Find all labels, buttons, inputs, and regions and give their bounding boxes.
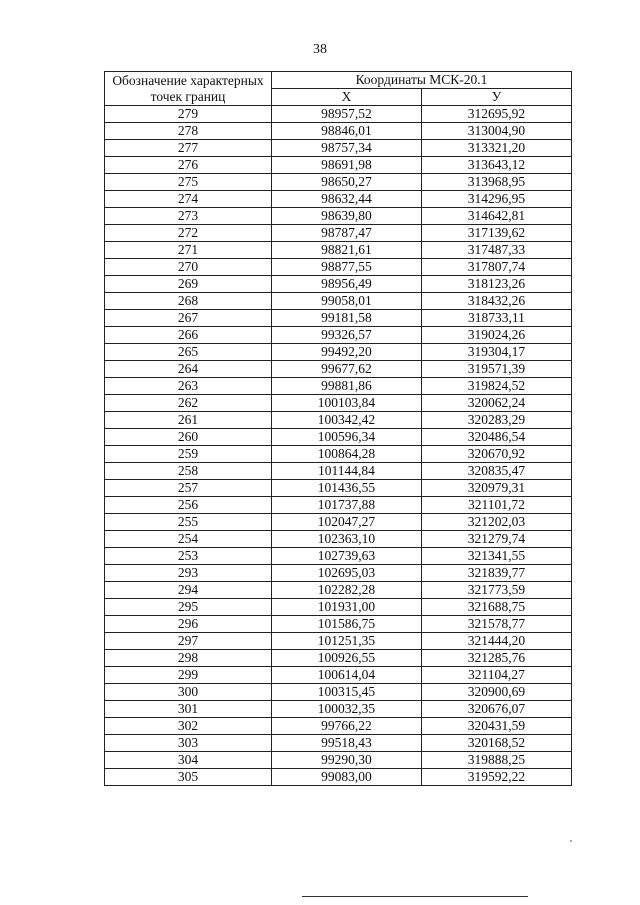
cell-point: 295 bbox=[105, 599, 272, 616]
cell-x: 99181,58 bbox=[272, 310, 422, 327]
cell-y: 319888,25 bbox=[421, 752, 571, 769]
cell-point: 268 bbox=[105, 293, 272, 310]
cell-y: 320900,69 bbox=[421, 684, 571, 701]
cell-point: 301 bbox=[105, 701, 272, 718]
table-row bbox=[105, 684, 572, 701]
table-row bbox=[105, 361, 572, 378]
cell-y: 313321,20 bbox=[421, 140, 571, 157]
cell-x: 102695,03 bbox=[272, 565, 422, 582]
cell-point: 271 bbox=[105, 242, 272, 259]
cell-x: 99290,30 bbox=[272, 752, 422, 769]
cell-point: 278 bbox=[105, 123, 272, 140]
cell-point: 276 bbox=[105, 157, 272, 174]
table-row bbox=[105, 123, 572, 140]
page-number: 38 bbox=[313, 42, 327, 57]
cell-y: 320979,31 bbox=[421, 480, 571, 497]
table-row bbox=[105, 548, 572, 565]
table-row bbox=[105, 225, 572, 242]
coordinates-table bbox=[104, 71, 572, 786]
cell-x: 99083,00 bbox=[272, 769, 422, 786]
cell-y: 317139,62 bbox=[421, 225, 571, 242]
cell-y: 321285,76 bbox=[421, 650, 571, 667]
cell-x: 98877,55 bbox=[272, 259, 422, 276]
cell-x: 99492,20 bbox=[272, 344, 422, 361]
cell-y: 321202,03 bbox=[421, 514, 571, 531]
cell-y: 319304,17 bbox=[421, 344, 571, 361]
cell-point: 305 bbox=[105, 769, 272, 786]
cell-y: 318432,26 bbox=[421, 293, 571, 310]
cell-y: 318123,26 bbox=[421, 276, 571, 293]
cell-x: 99058,01 bbox=[272, 293, 422, 310]
cell-point: 293 bbox=[105, 565, 272, 582]
table-row bbox=[105, 582, 572, 599]
cell-x: 102739,63 bbox=[272, 548, 422, 565]
cell-y: 320283,29 bbox=[421, 412, 571, 429]
cell-x: 100103,84 bbox=[272, 395, 422, 412]
table-row bbox=[105, 565, 572, 582]
cell-y: 317807,74 bbox=[421, 259, 571, 276]
cell-y: 319024,26 bbox=[421, 327, 571, 344]
table-row bbox=[105, 599, 572, 616]
cell-y: 320168,52 bbox=[421, 735, 571, 752]
cell-y: 320431,59 bbox=[421, 718, 571, 735]
table-row bbox=[105, 395, 572, 412]
cell-x: 102363,10 bbox=[272, 531, 422, 548]
cell-x: 100596,34 bbox=[272, 429, 422, 446]
cell-x: 101737,88 bbox=[272, 497, 422, 514]
table-row bbox=[105, 191, 572, 208]
cell-x: 101251,35 bbox=[272, 633, 422, 650]
header-point-designation: Обозначение характерных точек границ bbox=[105, 72, 272, 106]
table-row bbox=[105, 531, 572, 548]
cell-x: 99518,43 bbox=[272, 735, 422, 752]
cell-point: 296 bbox=[105, 616, 272, 633]
table-row bbox=[105, 667, 572, 684]
cell-point: 304 bbox=[105, 752, 272, 769]
cell-y: 321101,72 bbox=[421, 497, 571, 514]
cell-y: 314642,81 bbox=[421, 208, 571, 225]
cell-point: 275 bbox=[105, 174, 272, 191]
cell-point: 261 bbox=[105, 412, 272, 429]
table-row bbox=[105, 650, 572, 667]
table-row bbox=[105, 259, 572, 276]
cell-point: 279 bbox=[105, 106, 272, 123]
header-y: У bbox=[421, 89, 571, 106]
cell-point: 255 bbox=[105, 514, 272, 531]
cell-y: 318733,11 bbox=[421, 310, 571, 327]
cell-point: 297 bbox=[105, 633, 272, 650]
cell-point: 267 bbox=[105, 310, 272, 327]
cell-x: 98632,44 bbox=[272, 191, 422, 208]
cell-y: 321104,27 bbox=[421, 667, 571, 684]
cell-x: 100926,55 bbox=[272, 650, 422, 667]
cell-x: 98639,80 bbox=[272, 208, 422, 225]
cell-y: 313643,12 bbox=[421, 157, 571, 174]
table-row bbox=[105, 378, 572, 395]
cell-x: 102047,27 bbox=[272, 514, 422, 531]
cell-x: 100342,42 bbox=[272, 412, 422, 429]
cell-point: 265 bbox=[105, 344, 272, 361]
cell-point: 277 bbox=[105, 140, 272, 157]
footer-line bbox=[302, 896, 528, 897]
cell-y: 319824,52 bbox=[421, 378, 571, 395]
cell-x: 98787,47 bbox=[272, 225, 422, 242]
table-row bbox=[105, 701, 572, 718]
table-row bbox=[105, 276, 572, 293]
cell-x: 100315,45 bbox=[272, 684, 422, 701]
table-row bbox=[105, 463, 572, 480]
table-row bbox=[105, 718, 572, 735]
cell-x: 99881,86 bbox=[272, 378, 422, 395]
cell-point: 253 bbox=[105, 548, 272, 565]
cell-x: 99677,62 bbox=[272, 361, 422, 378]
cell-point: 303 bbox=[105, 735, 272, 752]
cell-x: 100864,28 bbox=[272, 446, 422, 463]
cell-point: 269 bbox=[105, 276, 272, 293]
cell-point: 266 bbox=[105, 327, 272, 344]
table-row bbox=[105, 480, 572, 497]
cell-y: 321773,59 bbox=[421, 582, 571, 599]
cell-point: 254 bbox=[105, 531, 272, 548]
cell-x: 99766,22 bbox=[272, 718, 422, 735]
cell-y: 321341,55 bbox=[421, 548, 571, 565]
cell-point: 270 bbox=[105, 259, 272, 276]
cell-x: 100614,04 bbox=[272, 667, 422, 684]
cell-point: 294 bbox=[105, 582, 272, 599]
cell-y: 314296,95 bbox=[421, 191, 571, 208]
cell-y: 320486,54 bbox=[421, 429, 571, 446]
table-row bbox=[105, 514, 572, 531]
table-row bbox=[105, 310, 572, 327]
cell-y: 320062,24 bbox=[421, 395, 571, 412]
cell-point: 256 bbox=[105, 497, 272, 514]
cell-y: 321279,74 bbox=[421, 531, 571, 548]
table-row bbox=[105, 157, 572, 174]
header-x: X bbox=[272, 89, 422, 106]
table-row bbox=[105, 735, 572, 752]
cell-x: 102282,28 bbox=[272, 582, 422, 599]
cell-y: 319571,39 bbox=[421, 361, 571, 378]
header-coordinates: Координаты МСК-20.1 bbox=[272, 72, 572, 89]
cell-point: 257 bbox=[105, 480, 272, 497]
cell-point: 298 bbox=[105, 650, 272, 667]
cell-y: 320670,92 bbox=[421, 446, 571, 463]
cell-x: 98691,98 bbox=[272, 157, 422, 174]
cell-point: 260 bbox=[105, 429, 272, 446]
cell-point: 299 bbox=[105, 667, 272, 684]
table-row bbox=[105, 140, 572, 157]
table-row bbox=[105, 752, 572, 769]
cell-y: 320676,07 bbox=[421, 701, 571, 718]
cell-x: 101144,84 bbox=[272, 463, 422, 480]
cell-x: 101586,75 bbox=[272, 616, 422, 633]
cell-x: 98650,27 bbox=[272, 174, 422, 191]
table-row bbox=[105, 769, 572, 786]
cell-y: 321578,77 bbox=[421, 616, 571, 633]
cell-x: 98821,61 bbox=[272, 242, 422, 259]
table-row bbox=[105, 293, 572, 310]
scan-speck bbox=[570, 840, 572, 842]
cell-y: 321444,20 bbox=[421, 633, 571, 650]
cell-x: 98846,01 bbox=[272, 123, 422, 140]
cell-y: 313004,90 bbox=[421, 123, 571, 140]
cell-y: 320835,47 bbox=[421, 463, 571, 480]
table-row bbox=[105, 242, 572, 259]
cell-point: 300 bbox=[105, 684, 272, 701]
cell-point: 302 bbox=[105, 718, 272, 735]
table-row bbox=[105, 633, 572, 650]
cell-y: 312695,92 bbox=[421, 106, 571, 123]
table-row bbox=[105, 208, 572, 225]
cell-point: 273 bbox=[105, 208, 272, 225]
cell-point: 272 bbox=[105, 225, 272, 242]
table-row bbox=[105, 497, 572, 514]
table-row bbox=[105, 429, 572, 446]
table-row bbox=[105, 106, 572, 123]
cell-point: 263 bbox=[105, 378, 272, 395]
table-row bbox=[105, 344, 572, 361]
cell-y: 313968,95 bbox=[421, 174, 571, 191]
table-header-row bbox=[105, 72, 572, 89]
table-row bbox=[105, 412, 572, 429]
cell-x: 98757,34 bbox=[272, 140, 422, 157]
cell-point: 264 bbox=[105, 361, 272, 378]
table-row bbox=[105, 616, 572, 633]
table-row bbox=[105, 174, 572, 191]
cell-point: 262 bbox=[105, 395, 272, 412]
cell-y: 321688,75 bbox=[421, 599, 571, 616]
cell-y: 321839,77 bbox=[421, 565, 571, 582]
table-body bbox=[105, 106, 572, 786]
table-row bbox=[105, 327, 572, 344]
cell-point: 259 bbox=[105, 446, 272, 463]
cell-x: 101931,00 bbox=[272, 599, 422, 616]
cell-x: 101436,55 bbox=[272, 480, 422, 497]
cell-point: 258 bbox=[105, 463, 272, 480]
cell-x: 98956,49 bbox=[272, 276, 422, 293]
cell-x: 100032,35 bbox=[272, 701, 422, 718]
cell-y: 319592,22 bbox=[421, 769, 571, 786]
cell-x: 98957,52 bbox=[272, 106, 422, 123]
cell-point: 274 bbox=[105, 191, 272, 208]
table-row bbox=[105, 446, 572, 463]
cell-x: 99326,57 bbox=[272, 327, 422, 344]
cell-y: 317487,33 bbox=[421, 242, 571, 259]
